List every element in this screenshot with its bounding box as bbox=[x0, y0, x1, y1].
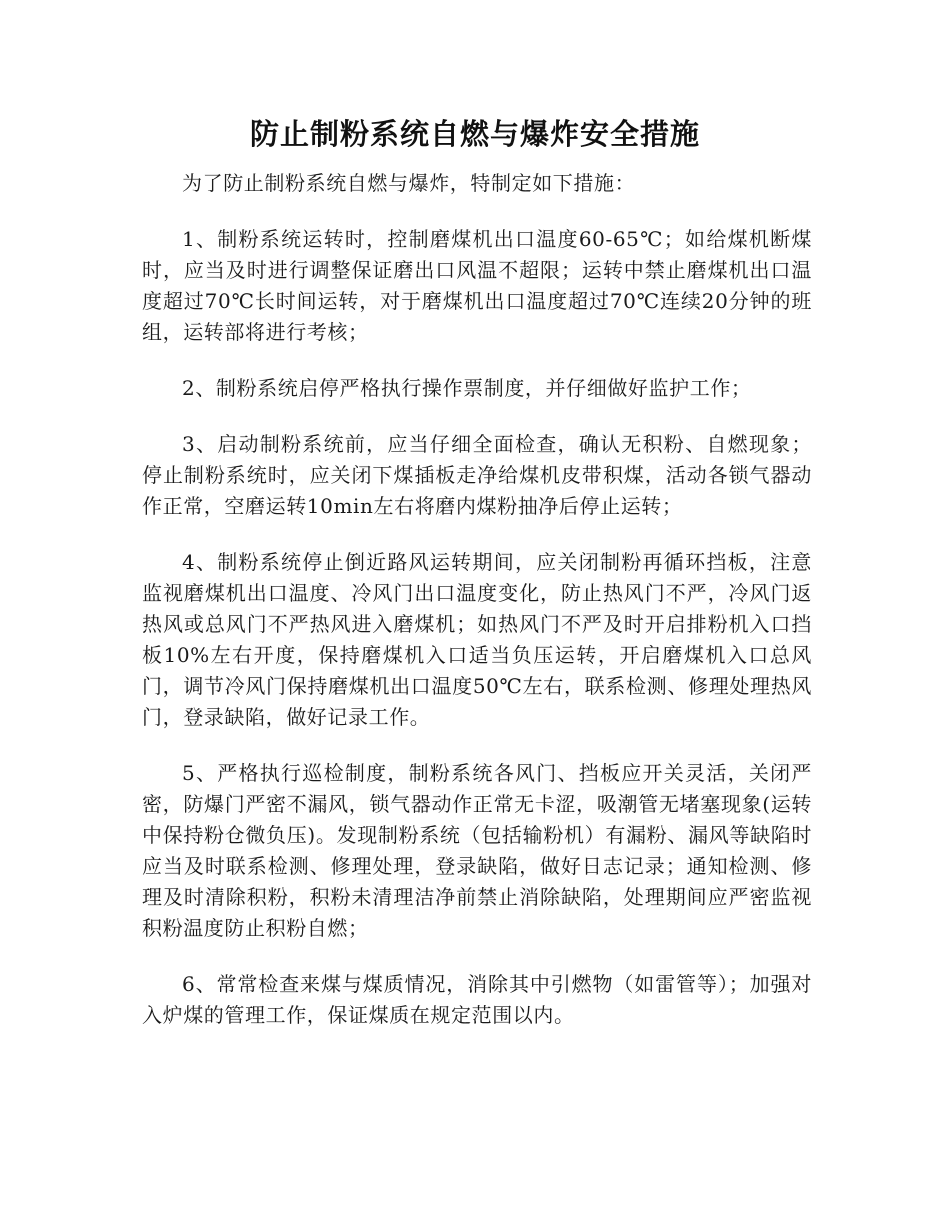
intro-paragraph: 为了防止制粉系统自燃与爆炸，特制定如下措施： bbox=[182, 171, 636, 195]
document-body bbox=[142, 168, 812, 1056]
measure-item-3: 3、启动制粉系统前，应当仔细全面检查，确认无积粉、自燃现象；停止制粉系统时，应关闭下煤插板走净给煤机皮带积煤，活动各锁气器动作正常，空磨运转10min左右将磨内煤粉抽净后停止运转； bbox=[142, 432, 812, 518]
measure-item-4: 4、制粉系统停止倒近路风运转期间，应关闭制粉再循环挡板，注意监视磨煤机出口温度、冷风门出口温度变化，防止热风门不严，冷风门返热风或总风门不严热风进入磨煤机；如热风门不严及时开启排粉机入口挡板10%左右开度，保持磨煤机入口适当负压运转，开启磨煤机入口总风门，调节冷风门保持磨煤机出口温度50℃左右，联系检测、修理处理热风门，登录缺陷，做好记录工作。 bbox=[142, 550, 812, 729]
measure-item-1: 1、制粉系统运转时，控制磨煤机出口温度60-65℃；如给煤机断煤时，应当及时进行调整保证磨出口风温不超限；运转中禁止磨煤机出口温度超过70℃长时间运转，对于磨煤机出口温度超过70℃连续20分钟的班组，运转部将进行考核； bbox=[142, 227, 812, 344]
measure-item-6: 6、常常检查来煤与煤质情况，消除其中引燃物（如雷管等）；加强对入炉煤的管理工作，保证煤质在规定范围以内。 bbox=[142, 972, 812, 1027]
document-title: 防止制粉系统自燃与爆炸安全措施 bbox=[249, 117, 700, 151]
measure-item-2: 2、制粉系统启停严格执行操作票制度，并仔细做好监护工作； bbox=[182, 376, 752, 400]
measure-item-5: 5、严格执行巡检制度，制粉系统各风门、挡板应开关灵活，关闭严密，防爆门严密不漏风，锁气器动作正常无卡涩，吸潮管无堵塞现象(运转中保持粉仓微负压)。发现制粉系统（包括输粉机）有漏粉、漏风等缺陷时应当及时联系检测、修理处理，登录缺陷，做好日志记录；通知检测、修理及时清除积粉，积粉未清理洁净前禁止消除缺陷，处理期间应严密监视积粉温度防止积粉自燃； bbox=[142, 761, 812, 940]
